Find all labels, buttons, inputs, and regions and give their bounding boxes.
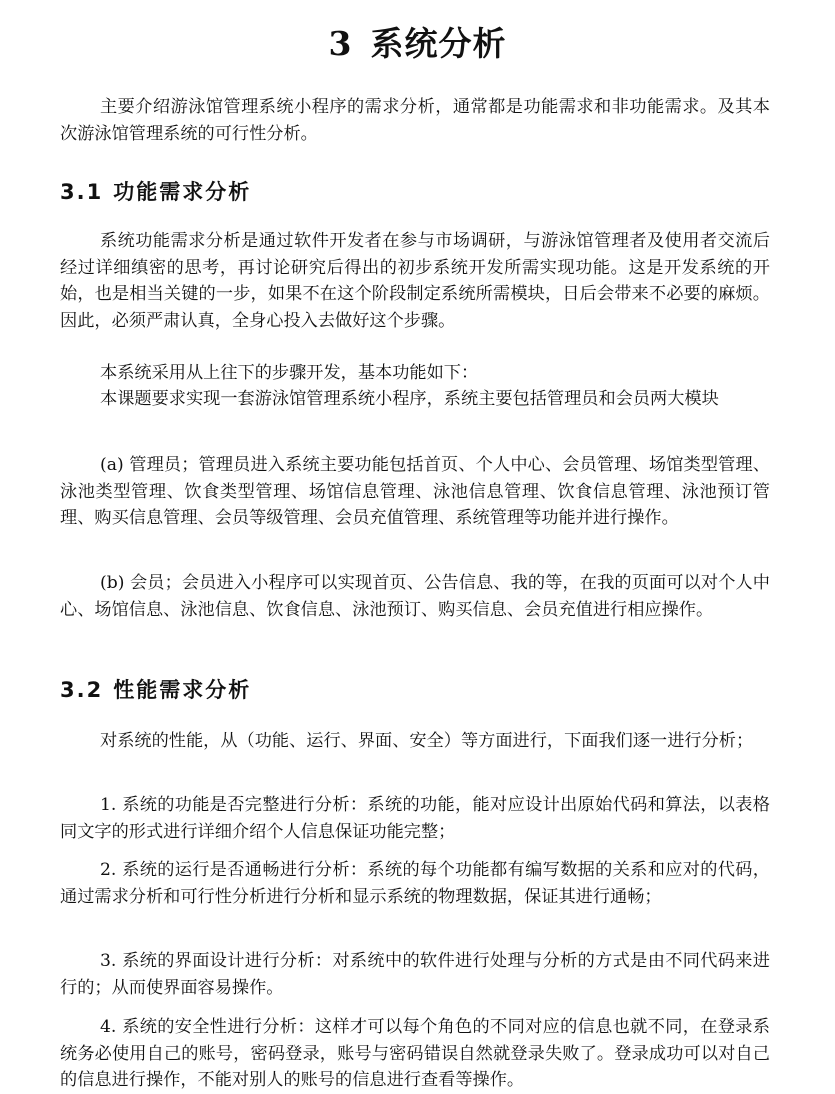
section-number: 3.1 (60, 180, 104, 204)
list-item: 4. 系统的安全性进行分析：这样才可以每个角色的不同对应的信息也就不同，在登录系统务必使用自己的账号，密码登录，账号与密码错误自然就登录失败了。登录成功可以对自己的信息进行操作，不能对别人的账号的信息进行查看等操作。 (60, 1017, 770, 1090)
paragraph: 对系统的性能，从（功能、运行、界面、安全）等方面进行，下面我们逐一进行分析； (100, 731, 754, 751)
section-number: 3.2 (60, 678, 104, 702)
list-item: 1. 系统的功能是否完整进行分析：系统的功能，能对应设计出原始代码和算法，以表格同文字的形式进行详细介绍个人信息保证功能完整； (60, 795, 770, 842)
intro-paragraph: 主要介绍游泳馆管理系统小程序的需求分析，通常都是功能需求和非功能需求。及其本次游泳馆管理系统的可行性分析。 (60, 97, 770, 144)
paragraph-member-module: (b) 会员；会员进入小程序可以实现首页、公告信息、我的等，在我的页面可以对个人中心、场馆信息、泳池信息、饮食信息、泳池预订、购买信息、会员充值进行相应操作。 (60, 573, 770, 620)
paragraph: 本系统采用从上往下的步骤开发，基本功能如下： (100, 363, 479, 383)
paragraph-admin-module: (a) 管理员；管理员进入系统主要功能包括首页、个人中心、会员管理、场馆类型管理、泳池类型管理、饮食类型管理、场馆信息管理、泳池信息管理、饮食信息管理、泳池预订管理、购买信息管理、会员等级管理、会员充值管理、系统管理等功能并进行操作。 (60, 455, 770, 528)
list-item: 2. 系统的运行是否通畅进行分析：系统的每个功能都有编写数据的关系和应对的代码，通过需求分析和可行性分析进行分析和显示系统的物理数据，保证其进行通畅； (60, 860, 770, 907)
list-item: 3. 系统的界面设计进行分析：对系统中的软件进行处理与分析的方式是由不同代码来进行的；从而使界面容易操作。 (60, 951, 770, 998)
section-title: 功能需求分析 (113, 180, 252, 204)
chapter-title-text: 系统分析 (370, 24, 507, 63)
section-heading-3-2 (60, 674, 251, 704)
chapter-title (0, 18, 835, 65)
paragraph: 本课题要求实现一套游泳馆管理系统小程序，系统主要包括管理员和会员两大模块 (100, 389, 719, 409)
section-heading-3-1 (60, 176, 251, 206)
chapter-number: 3 (328, 24, 353, 63)
section-title: 性能需求分析 (113, 678, 252, 702)
paragraph: 系统功能需求分析是通过软件开发者在参与市场调研，与游泳馆管理者及使用者交流后经过详细缜密的思考，再讨论研究后得出的初步系统开发所需实现功能。这是开发系统的开始，也是相当关键的一步，如果不在这个阶段制定系统所需模块，日后会带来不必要的麻烦。因此，必须严肃认真，全身心投入去做好这个步骤。 (60, 231, 770, 331)
